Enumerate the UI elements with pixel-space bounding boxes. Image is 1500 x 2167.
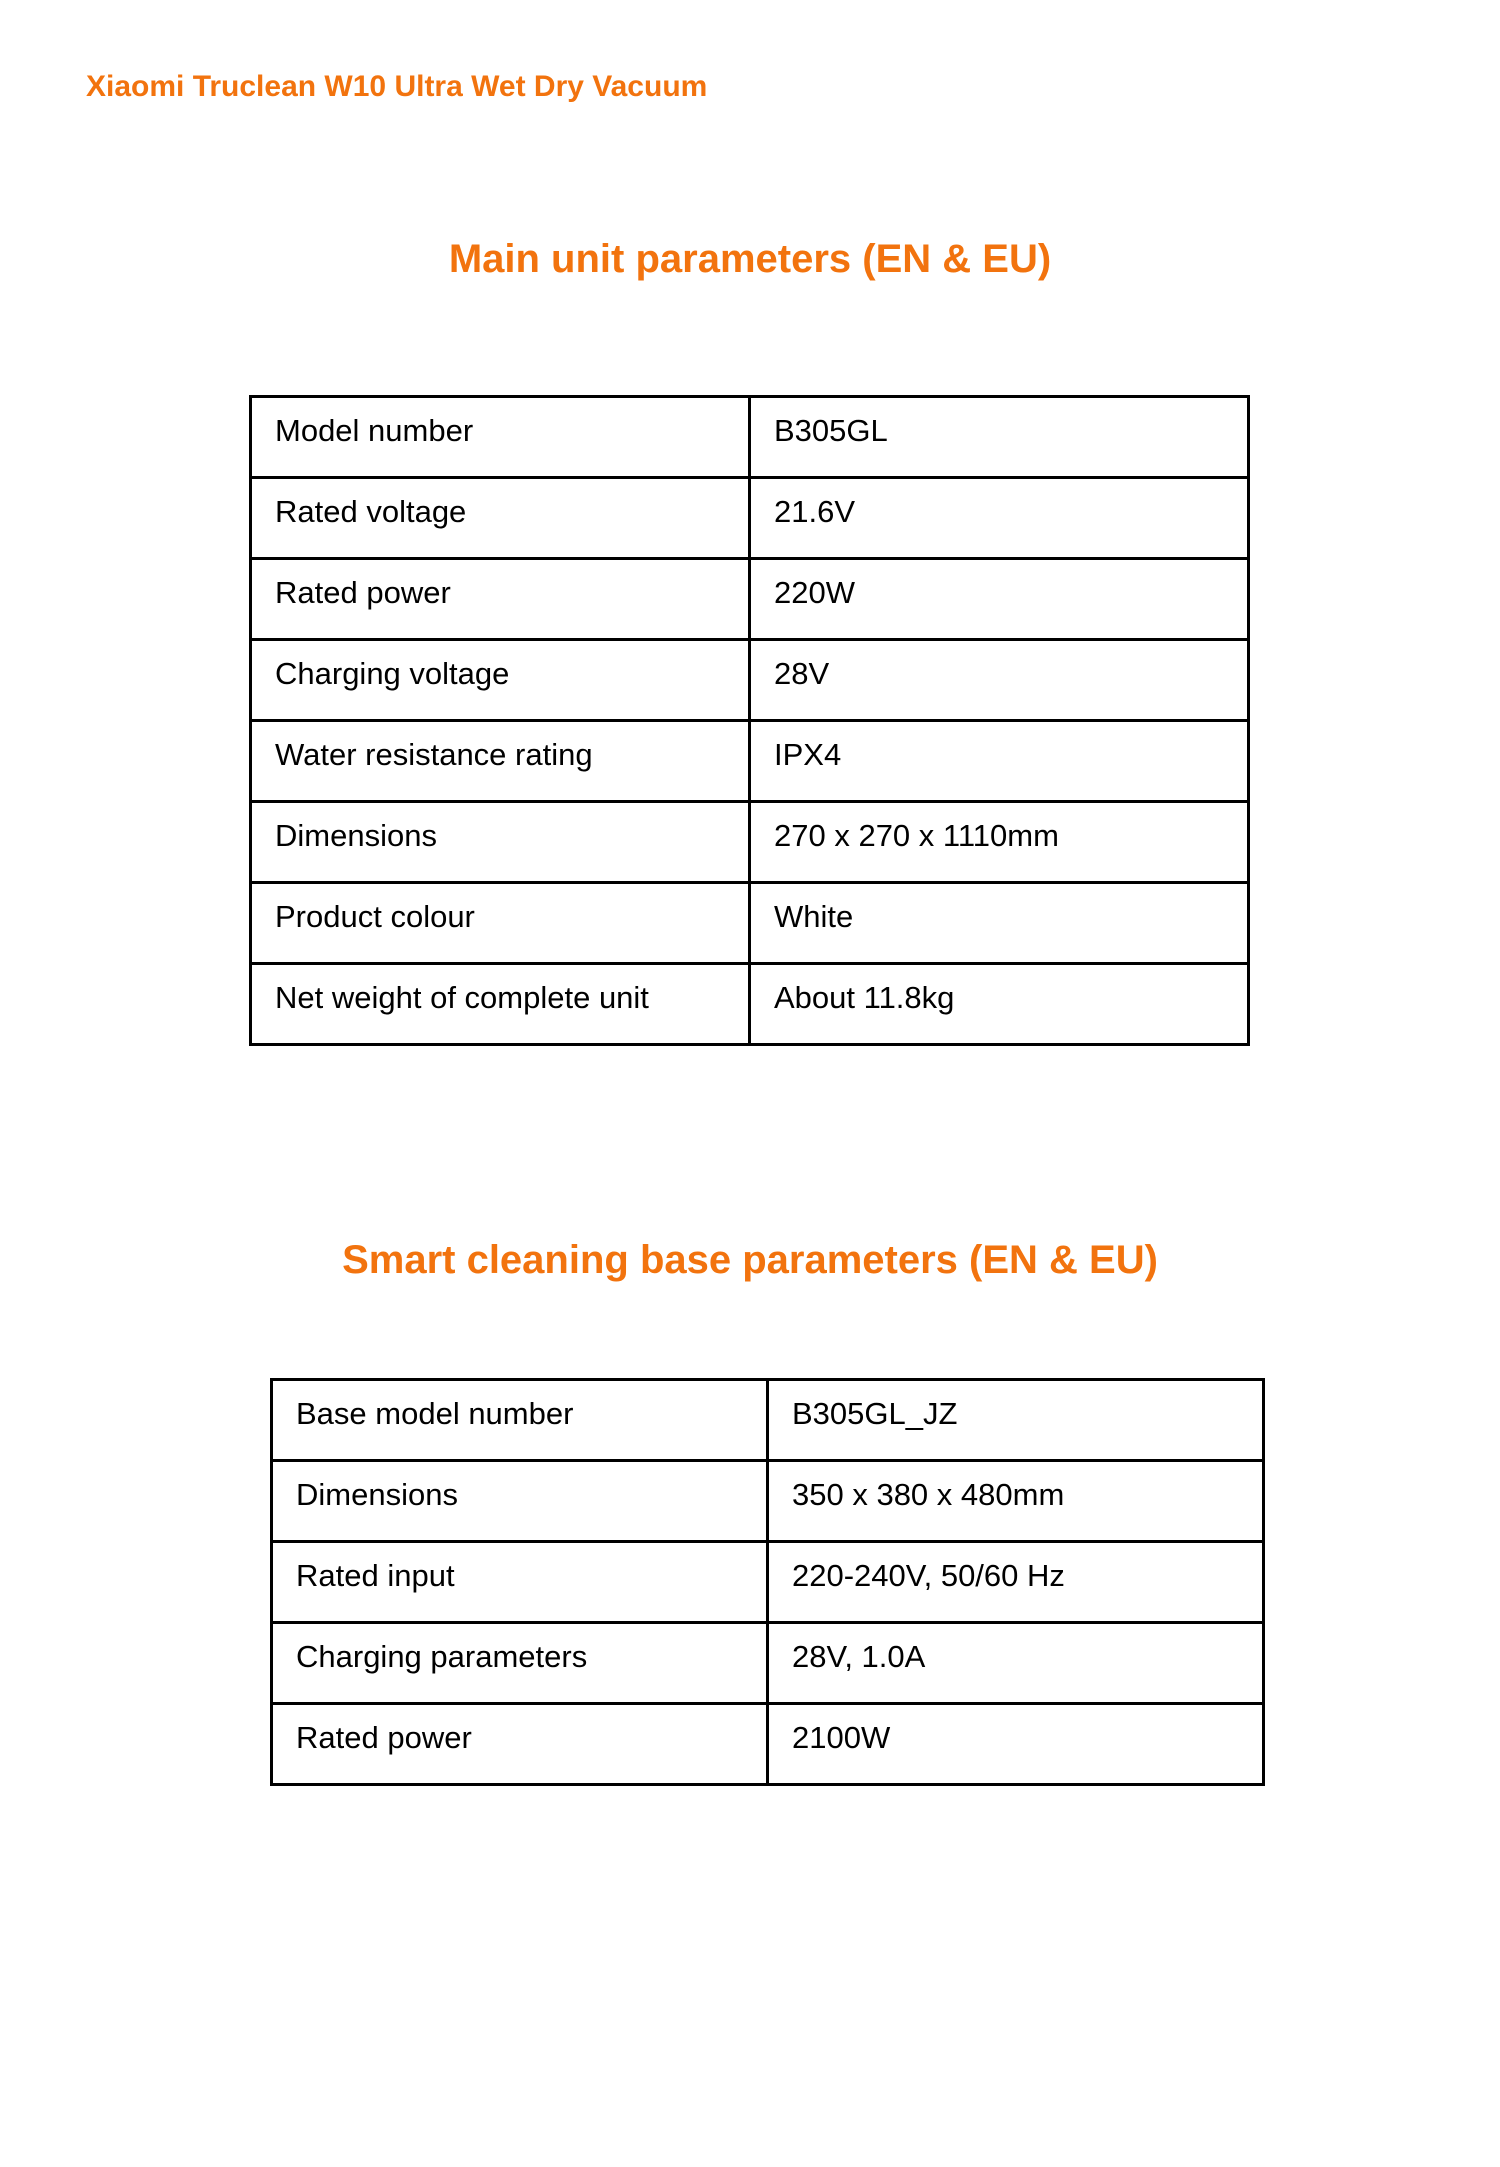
spec-value: IPX4 bbox=[750, 721, 1249, 802]
spec-label: Model number bbox=[251, 397, 750, 478]
spec-value: 350 x 380 x 480mm bbox=[768, 1461, 1264, 1542]
table-row bbox=[272, 1380, 1264, 1461]
spec-label: Water resistance rating bbox=[251, 721, 750, 802]
table-row bbox=[251, 478, 1249, 559]
spec-value: 21.6V bbox=[750, 478, 1249, 559]
smart-base-spec-table bbox=[270, 1378, 1265, 1786]
main-unit-spec-table-body bbox=[251, 397, 1249, 1045]
section-title-smart-base: Smart cleaning base parameters (EN & EU) bbox=[342, 1238, 1158, 1282]
spec-label: Base model number bbox=[272, 1380, 768, 1461]
table-row bbox=[251, 397, 1249, 478]
table-row bbox=[251, 883, 1249, 964]
spec-label: Net weight of complete unit bbox=[251, 964, 750, 1045]
table-row bbox=[251, 721, 1249, 802]
spec-label: Charging voltage bbox=[251, 640, 750, 721]
table-row bbox=[251, 964, 1249, 1045]
table-row bbox=[251, 640, 1249, 721]
spec-label: Charging parameters bbox=[272, 1623, 768, 1704]
section-title-main-unit: Main unit parameters (EN & EU) bbox=[448, 237, 1052, 281]
spec-label: Dimensions bbox=[251, 802, 750, 883]
spec-value: 2100W bbox=[768, 1704, 1264, 1785]
spec-value: B305GL bbox=[750, 397, 1249, 478]
spec-label: Rated power bbox=[272, 1704, 768, 1785]
spec-value: About 11.8kg bbox=[750, 964, 1249, 1045]
spec-value: 220-240V, 50/60 Hz bbox=[768, 1542, 1264, 1623]
table-row bbox=[251, 559, 1249, 640]
main-unit-spec-table bbox=[249, 395, 1250, 1046]
spec-label: Product colour bbox=[251, 883, 750, 964]
spec-label: Rated voltage bbox=[251, 478, 750, 559]
spec-value: 28V bbox=[750, 640, 1249, 721]
table-row bbox=[272, 1461, 1264, 1542]
spec-value: 270 x 270 x 1110mm bbox=[750, 802, 1249, 883]
smart-base-spec-table-body bbox=[272, 1380, 1264, 1785]
table-row bbox=[272, 1623, 1264, 1704]
document-header: Xiaomi Truclean W10 Ultra Wet Dry Vacuum bbox=[86, 70, 708, 103]
spec-value: White bbox=[750, 883, 1249, 964]
spec-label: Dimensions bbox=[272, 1461, 768, 1542]
table-row bbox=[272, 1704, 1264, 1785]
spec-label: Rated input bbox=[272, 1542, 768, 1623]
table-row bbox=[272, 1542, 1264, 1623]
spec-value: 28V, 1.0A bbox=[768, 1623, 1264, 1704]
table-row bbox=[251, 802, 1249, 883]
spec-value: B305GL_JZ bbox=[768, 1380, 1264, 1461]
spec-label: Rated power bbox=[251, 559, 750, 640]
spec-value: 220W bbox=[750, 559, 1249, 640]
